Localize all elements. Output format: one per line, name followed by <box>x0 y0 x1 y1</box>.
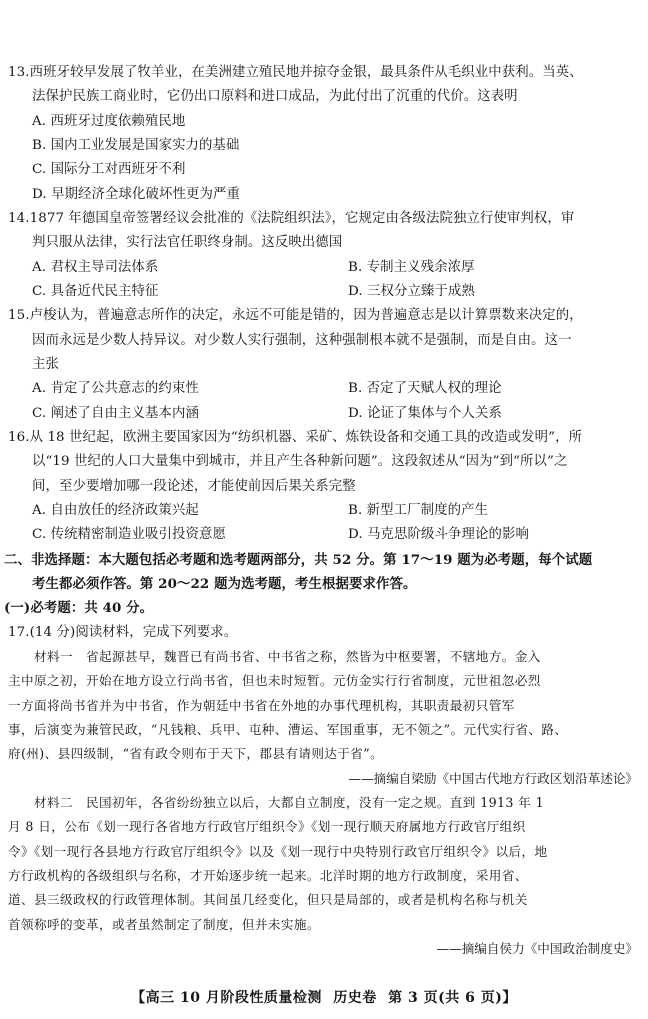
q16-option-c: C. 传统精密制造业吸引投资意愿 <box>32 527 226 542</box>
q16-stem-line-3: 间，至少要增加哪一段论述，才能使前因后果关系完整 <box>32 479 356 494</box>
q14-option-b: B. 专制主义残余浓厚 <box>348 260 475 275</box>
section2-subheading: (一)必考题：共 40 分。 <box>4 600 154 616</box>
q17-instruction: 17.(14 分)阅读材料，完成下列要求。 <box>8 625 238 640</box>
q14-stem-line-1: 14.1877 年德国皇帝签署经议会批准的《法院组织法》，它规定由各级法院独立行使审判权，审 <box>8 211 575 226</box>
material1-source: ——摘编自梁励《中国古代地方行政区划沿革述论》 <box>348 771 638 786</box>
q15-option-a: A. 肯定了公共意志的约束性 <box>32 381 199 396</box>
page-footer <box>0 988 648 1008</box>
material2-source: ——摘编自侯力《中国政治制度史》 <box>436 941 638 956</box>
q13-stem-line-2: 法保护民族工商业时，它仍出口原料和进口成品，为此付出了沉重的代价。这表明 <box>32 89 518 104</box>
material2-line-2: 月 8 日，公布《划一现行各省地方行政官厅组织令》《划一现行顺天府属地方行政官厅组织 <box>8 819 526 834</box>
q13-option-a: A. 西班牙过度依赖殖民地 <box>32 114 186 129</box>
material2-line-5: 道、县三级政权的行政管理体制。其间虽几经变化，但只是局部的，或者是机构名称与机关 <box>8 892 528 907</box>
q14-stem-line-2: 判只服从法律，实行法官任职终身制。这反映出德国 <box>32 235 343 250</box>
material1-line-4: 事，后演变为兼管民政，“凡钱粮、兵甲、屯种、漕运、军国重事，无不领之”。元代实行省、路、 <box>8 722 568 737</box>
q16-option-a: A. 自由放任的经济政策兴起 <box>32 503 199 518</box>
material2-line-3: 令》《划一现行各县地方行政官厅组织令》以及《划一现行中央特别行政官厅组织令》以后，地 <box>8 844 548 859</box>
footer-page-number: 第 3 页(共 6 页)】 <box>388 990 517 1006</box>
section2-heading-line-1: 二、非选择题：本大题包括必考题和选考题两部分，共 52 分。第 17～19 题为必考题，每个试题 <box>4 552 593 568</box>
footer-exam-name: 【高三 10 月阶段性质量检测 <box>131 990 322 1006</box>
q16-option-b: B. 新型工厂制度的产生 <box>348 503 489 518</box>
q14-option-a: A. 君权主导司法体系 <box>32 260 159 275</box>
q13-stem-line-1: 13.西班牙较早发展了牧羊业，在美洲建立殖民地并掠夺金银，最具条件从毛织业中获利。当英、 <box>8 65 583 80</box>
q15-option-c: C. 阐述了自由主义基本内涵 <box>32 406 199 421</box>
q16-stem-line-2: 以“19 世纪的人口大量集中到城市，并且产生各种新问题”。这段叙述从“因为”到“所以”之 <box>32 454 568 469</box>
material1-line-2: 主中原之初，开始在地方设立行尚书省，但也未时短暂。元仿金实行行省制度，元世祖忽必烈 <box>8 673 541 688</box>
material1-line-3: 一方面将尚书省并为中书省，作为朝廷中书省在外地的办事代理机构，其职责最初只管军 <box>8 698 515 713</box>
material2-line-4: 方行政机构的各级组织与名称，才开始逐步统一起来。北洋时期的地方行政制度，采用省、 <box>8 868 528 883</box>
q13-option-b: B. 国内工业发展是国家实力的基础 <box>32 138 240 153</box>
q14-option-d: D. 三权分立臻于成熟 <box>348 284 475 299</box>
q15-stem-line-2: 因而永远是少数人持异议。对少数人实行强制，这种强制根本就不是强制，而是自由。这一 <box>32 333 572 348</box>
material1-line-1: 材料一 省起源甚早，魏晋已有尚书省、中书省之称，然皆为中枢要署，不辖地方。金入 <box>34 649 541 664</box>
footer-subject: 历史卷 <box>333 990 377 1006</box>
q16-stem-line-1: 16.从 18 世纪起，欧洲主要国家因为“纺织机器、采矿、炼铁设备和交通工具的改造或发明”，所 <box>8 430 583 445</box>
section2-heading-line-2: 考生都必须作答。第 20～22 题为选考题，考生根据要求作答。 <box>32 576 417 592</box>
material2-line-6: 首领称呼的变革，或者虽然制定了制度，但并未实施。 <box>8 917 320 932</box>
q15-option-d: D. 论证了集体与个人关系 <box>348 406 502 421</box>
q16-option-d: D. 马克思阶级斗争理论的影响 <box>348 527 529 542</box>
q13-option-c: C. 国际分工对西班牙不利 <box>32 162 186 177</box>
q15-option-b: B. 否定了天赋人权的理论 <box>348 381 502 396</box>
q15-stem-line-3: 主张 <box>32 357 59 372</box>
q15-stem-line-1: 15.卢梭认为，普遍意志所作的决定，永远不可能是错的，因为普遍意志是以计算票数来决定的， <box>8 308 583 323</box>
q13-option-d: D. 早期经济全球化破坏性更为严重 <box>32 187 240 202</box>
material1-line-5: 府(州)、县四级制，“省有政令则布于天下，郡县有请则达于省”。 <box>8 746 384 761</box>
q14-option-c: C. 具备近代民主特征 <box>32 284 159 299</box>
material2-line-1: 材料二 民国初年，各省纷纷独立以后，大都自立制度，没有一定之规。直到 1913 年 1 <box>34 795 545 810</box>
